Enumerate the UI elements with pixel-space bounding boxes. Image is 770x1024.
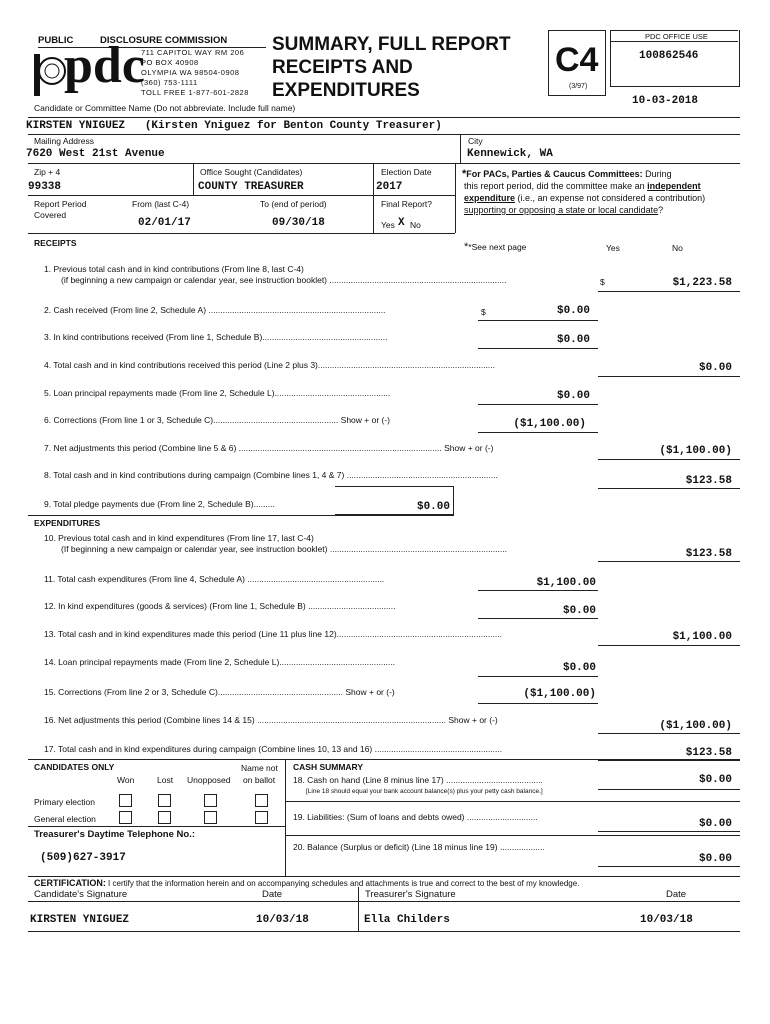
logo-text: pdc — [64, 37, 145, 94]
receipt-line-8: 8. Total cash and in kind contributions during campaign (Combine lines 1, 4 & 7) ................................................................ — [44, 470, 498, 480]
receipt-line-7-amount: ($1,100.00) — [659, 445, 732, 457]
receipt-line-5-amount: $0.00 — [556, 390, 590, 402]
treasurer-signature-label: Treasurer's Signature — [365, 889, 456, 900]
receipt-line-4-amount: $0.00 — [698, 362, 732, 374]
receipt-line-1-dollar: $ — [600, 277, 605, 287]
office-use-box: PDC OFFICE USE 100862546 — [610, 30, 740, 87]
receipt-line-3: 3. In kind contributions received (From line 1, Schedule B)..................................................... — [44, 332, 388, 342]
lost-label: Lost — [157, 775, 174, 785]
treasurer-phone-label: Treasurer's Daytime Telephone No.: — [34, 829, 195, 840]
election-date: 2017 — [376, 181, 403, 193]
expenditure-line-15: 15. Corrections (From line 2 or 3, Schedule C)..................................................... Show + or (-) — [44, 687, 395, 697]
receipt-line-1: 1. Previous total cash and in kind contributions (From line 8, last C-4) (if beginning a new campaign or calendar year, see instruction booklet) ........................................................................... — [44, 264, 507, 285]
receipt-line-8-amount: $123.58 — [685, 475, 732, 487]
expenditure-line-16-amount: ($1,100.00) — [659, 720, 732, 732]
candidate-signature-date: 10/03/18 — [256, 914, 309, 926]
committee-name: KIRSTEN YNIGUEZ (Kirsten Yniguez for Benton County Treasurer) — [26, 120, 442, 132]
receipt-line-3-amount: $0.00 — [556, 334, 590, 346]
yes-column-label: Yes — [606, 243, 620, 253]
unopposed-label: Unopposed — [187, 775, 231, 785]
general-not-on-ballot-checkbox[interactable] — [255, 811, 268, 824]
expenditure-line-17-amount: $123.58 — [685, 747, 732, 759]
final-x-mark: X — [398, 217, 405, 229]
office-id: 100862546 — [639, 50, 699, 62]
agency-address: 711 CAPITOL WAY RM 206 PO BOX 40908 OLYMPIA WA 98504-0908 (360) 753-1111 TOLL FREE 1-877-601-2828 — [141, 48, 249, 97]
agency-public: PUBLIC — [38, 35, 74, 46]
from-label: From (last C-4) — [132, 199, 190, 209]
expenditure-line-14-amount: $0.00 — [562, 662, 596, 674]
agency-disclosure: DISCLOSURE COMMISSION — [100, 35, 228, 46]
candidate-date-label: Date — [262, 889, 283, 900]
certification-text: CERTIFICATION: I certify that the information herein and on accompanying schedules and attachments is true and correct to the best of my knowledge. — [34, 878, 580, 888]
general-unopposed-checkbox[interactable] — [204, 811, 217, 824]
general-election-label: General election — [34, 814, 96, 824]
office-sought: COUNTY TREASURER — [198, 181, 304, 193]
on-ballot-label: on ballot — [243, 775, 276, 785]
cash-summary-heading: CASH SUMMARY — [293, 762, 364, 772]
period-from: 02/01/17 — [138, 217, 191, 229]
final-report-label: Final Report? — [381, 199, 433, 209]
general-won-checkbox[interactable] — [119, 811, 132, 824]
cash-line-18-amount: $0.00 — [698, 774, 732, 786]
no-column-label: No — [672, 243, 683, 253]
mailing-address: 7620 West 21st Avenue — [26, 148, 165, 160]
form-title: SUMMARY, FULL REPORT RECEIPTS AND EXPENDITURES — [272, 34, 511, 101]
candidate-signature-label: Candidate's Signature — [34, 889, 128, 900]
receipt-line-5: 5. Loan principal repayments made (From line 2, Schedule L)................................................. — [44, 388, 391, 398]
office-date: 10-03-2018 — [632, 95, 699, 107]
receipts-heading: RECEIPTS — [34, 238, 77, 248]
expenditure-line-15-amount: ($1,100.00) — [523, 688, 596, 700]
primary-unopposed-checkbox[interactable] — [204, 794, 217, 807]
candidates-only-heading: CANDIDATES ONLY — [34, 762, 115, 772]
expenditure-line-12: 12. In kind expenditures (goods & services) (From line 1, Schedule B) ..................................... — [44, 601, 396, 611]
treasurer-signature-date: 10/03/18 — [640, 914, 693, 926]
form-code-box: C4 (3/97) — [548, 30, 606, 96]
treasurer-date-label: Date — [666, 889, 687, 900]
pac-note: *For PACs, Parties & Caucus Committees: During this report period, did the committee make an independent expenditure (i.e., an expense not considered a contribution) supporting or opposing a state or local candidate? — [462, 168, 706, 215]
expenditure-line-11-amount: $1,100.00 — [536, 577, 596, 589]
receipt-line-9-amount: $0.00 — [416, 501, 450, 513]
receipt-line-9: 9. Total pledge payments due (From line 2, Schedule B)......... — [44, 499, 275, 509]
city: Kennewick, WA — [467, 148, 553, 160]
receipt-line-4: 4. Total cash and in kind contributions received this period (Line 2 plus 3)........................................................................... — [44, 360, 496, 370]
name-not-label: Name not — [241, 763, 278, 773]
report-period-label: Report Period Covered — [34, 199, 87, 220]
office-sought-label: Office Sought (Candidates) — [200, 167, 303, 177]
receipt-line-1-amount: $1,223.58 — [672, 277, 732, 289]
expenditure-line-13: 13. Total cash and in kind expenditures made this period (Line 11 plus line 12)...................................................................... — [44, 629, 502, 639]
general-lost-checkbox[interactable] — [158, 811, 171, 824]
receipt-line-2-dollar: $ — [481, 307, 486, 317]
election-date-label: Election Date — [381, 167, 432, 177]
expenditure-line-10-amount: $123.58 — [685, 548, 732, 560]
expenditure-line-13-amount: $1,100.00 — [672, 631, 732, 643]
expenditure-line-11: 11. Total cash expenditures (From line 4, Schedule A) .......................................................... — [44, 574, 385, 584]
expenditure-line-16: 16. Net adjustments this period (Combine lines 14 & 15) ................................................................................ Show + or (-) — [44, 715, 498, 725]
name-label: Candidate or Committee Name (Do not abbreviate. Include full name) — [34, 103, 296, 113]
expenditure-line-12-amount: $0.00 — [562, 605, 596, 617]
candidate-signature: KIRSTEN YNIGUEZ — [30, 914, 130, 926]
primary-not-on-ballot-checkbox[interactable] — [255, 794, 268, 807]
final-no: No — [410, 220, 421, 230]
expenditure-line-14: 14. Loan principal repayments made (From line 2, Schedule L)................................................. — [44, 657, 396, 667]
expenditure-line-17: 17. Total cash and in kind expenditures during campaign (Combine lines 10, 13 and 16) ...................................................... — [44, 744, 503, 754]
primary-election-label: Primary election — [34, 797, 95, 807]
primary-lost-checkbox[interactable] — [158, 794, 171, 807]
receipt-line-6: 6. Corrections (From line 1 or 3, Schedule C)..................................................... Show + or (-) — [44, 415, 391, 425]
cash-line-18-note: [Line 18 should equal your bank account balance(s) plus your petty cash balance.] — [306, 788, 543, 795]
cash-line-19: 19. Liabilities: (Sum of loans and debts owed) .............................. — [293, 812, 538, 822]
to-label: To (end of period) — [260, 199, 327, 209]
receipt-line-6-amount: ($1,100.00) — [513, 418, 586, 430]
expenditures-heading: EXPENDITURES — [34, 518, 101, 528]
primary-won-checkbox[interactable] — [119, 794, 132, 807]
period-to: 09/30/18 — [272, 217, 325, 229]
expenditure-line-10: 10. Previous total cash and in kind expenditures (From line 17, last C-4) (If beginning a new campaign or calendar year, see instruction booklet) ........................................................................... — [44, 533, 507, 554]
receipt-line-2: 2. Cash received (From line 2, Schedule A) ........................................................................... — [44, 305, 386, 315]
receipt-line-7: 7. Net adjustments this period (Combine line 5 & 6) ...................................................................................... Show + or (-) — [44, 443, 494, 453]
won-label: Won — [117, 775, 135, 785]
cash-line-20-amount: $0.00 — [698, 853, 732, 865]
receipt-line-2-amount: $0.00 — [556, 305, 590, 317]
mailing-label: Mailing Address — [34, 136, 95, 146]
zip-label: Zip + 4 — [34, 167, 61, 177]
city-label: City — [468, 136, 483, 146]
see-next-page: **See next page — [464, 241, 527, 253]
zip: 99338 — [28, 181, 62, 193]
cash-line-19-amount: $0.00 — [698, 818, 732, 830]
treasurer-signature: Ella Childers — [364, 914, 450, 926]
cash-line-18: 18. Cash on hand (Line 8 minus line 17) ......................................... — [293, 775, 543, 785]
treasurer-phone: (509)627-3917 — [40, 852, 126, 864]
cash-line-20: 20. Balance (Surplus or deficit) (Line 18 minus line 19) ................... — [293, 842, 545, 852]
final-yes: Yes — [381, 220, 395, 230]
